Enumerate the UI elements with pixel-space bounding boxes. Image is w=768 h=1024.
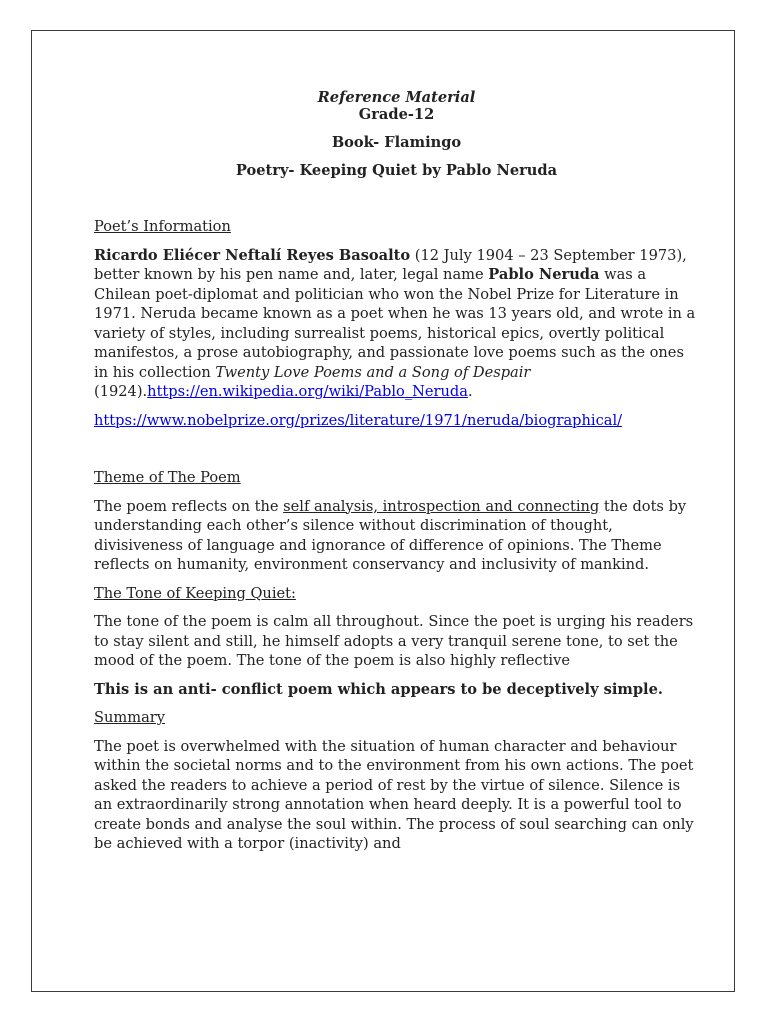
- poet-info-text-2: was a Chilean poet-diplomat and politician who won the Nobel Prize for Literature in 1971. Neruda became known as a poet when he was 13 years old, and wrote in a variety of styles, including surrealist poems, historical epics, overtly political manifestos, a prose autobiography, and passionate love poems such as the ones in his collection: [94, 266, 696, 381]
- poet-info-text-3: (1924).: [94, 383, 148, 400]
- wikipedia-link[interactable]: https://en.wikipedia.org/wiki/Pablo_Neruda: [147, 383, 468, 400]
- theme-text-1: The poem reflects on the: [94, 497, 284, 515]
- poem-title: Poetry- Keeping Quiet by Pablo Neruda: [235, 162, 558, 179]
- theme-paragraph: [94, 497, 699, 575]
- spacer: [94, 439, 699, 468]
- nobel-prize-link[interactable]: https://www.nobelprize.org/prizes/literature/1971/neruda/biographical/: [94, 411, 623, 429]
- document-content: [94, 89, 699, 863]
- grade-label: Grade-12: [358, 106, 435, 123]
- poet-short-name: Pablo Neruda: [488, 266, 600, 283]
- poet-info-heading: Poet’s Information: [94, 218, 231, 235]
- tone-heading: The Tone of Keeping Quiet:: [94, 584, 296, 602]
- summary-paragraph: The poet is overwhelmed with the situation of human character and behaviour within the societal norms and to the environment from his own actions. The poet asked the readers to achieve a period of rest by the virtue of silence. Silence is an extraordinarily strong annotation when heard deeply. It is a powerful tool to create bonds and analyse the soul within. The process of soul searching can only be achieved with a torpor (inactivity) and: [94, 737, 694, 852]
- poet-info-text-1: (12 July 1904 – 23 September 1973), better known by his pen name and, later, legal name: [94, 246, 687, 283]
- document-page: [31, 30, 735, 992]
- theme-text-2: the dots by understanding each other’s silence without discrimination of thought, divisiveness of language and ignorance of difference of opinions. The Theme reflects on humanity, environment conservancy and inclusivity of mankind.: [94, 497, 687, 573]
- tone-paragraph: The tone of the poem is calm all throughout. Since the poet is urging his readers to stay silent and still, he himself adopts a very tranquil serene tone, to set the mood of the poem. The tone of the poem is also highly reflective: [94, 613, 694, 669]
- theme-underlined-text: self analysis, introspection and connecting: [283, 497, 600, 515]
- book-label: Book- Flamingo: [331, 134, 462, 151]
- theme-heading: Theme of The Poem: [94, 469, 241, 486]
- summary-heading: Summary: [94, 709, 165, 726]
- poet-full-name: Ricardo Eliécer Neftalí Reyes Basoalto: [94, 246, 411, 264]
- poet-info-paragraph: [94, 246, 699, 402]
- collection-title: Twenty Love Poems and a Song of Despair: [215, 363, 531, 381]
- nobel-link-paragraph: [94, 411, 699, 431]
- reference-label: Reference Material: [317, 89, 476, 106]
- poet-info-text-4: .: [467, 383, 473, 400]
- anti-conflict-statement: This is an anti- conflict poem which appears to be deceptively simple.: [94, 680, 663, 698]
